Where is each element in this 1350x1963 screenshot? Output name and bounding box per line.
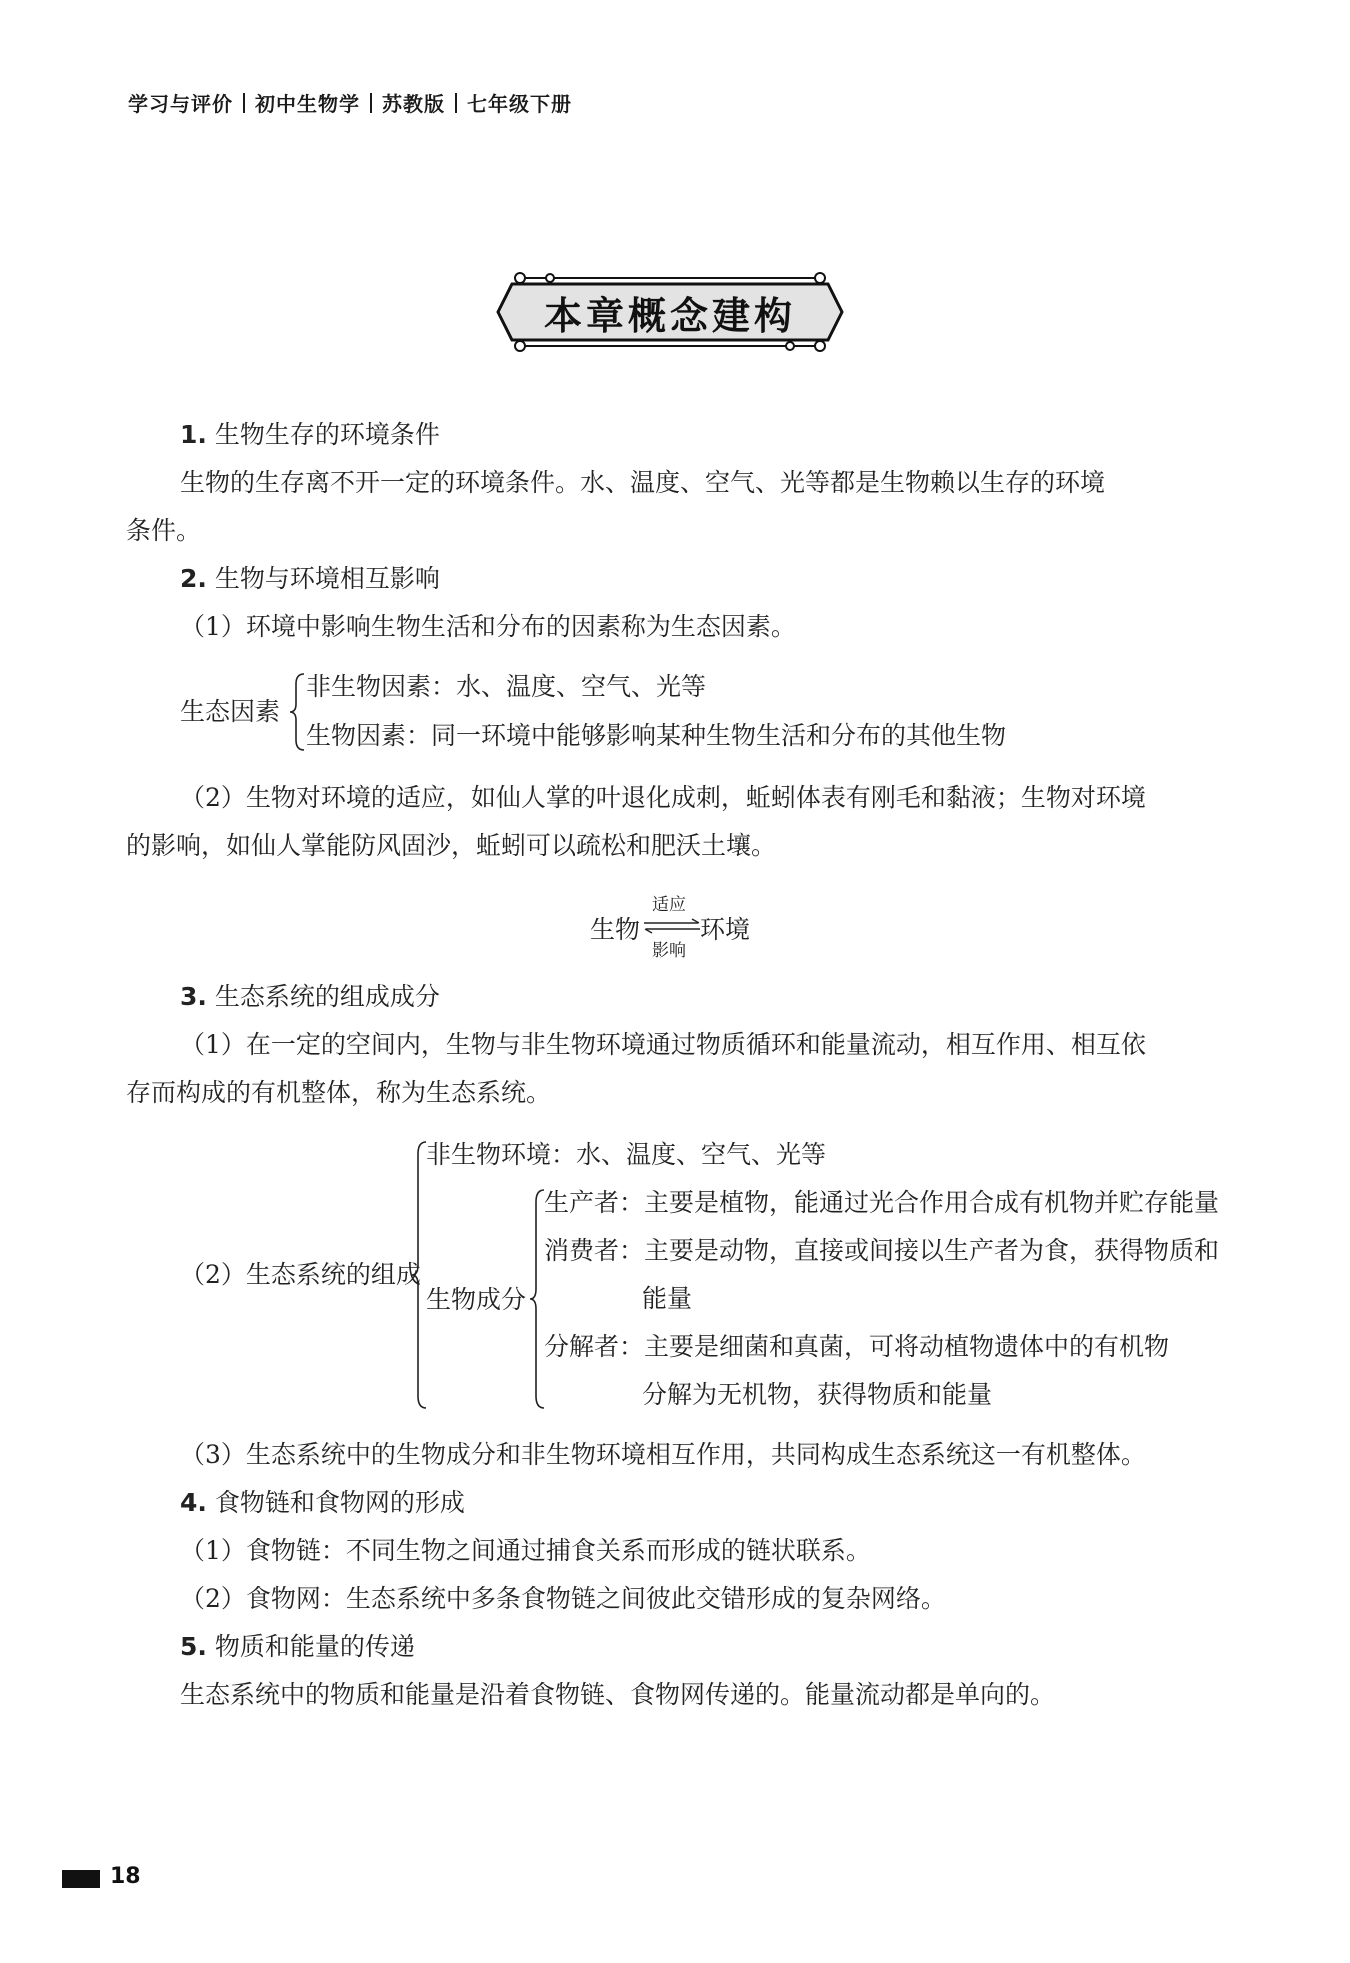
section-2-heading (180, 564, 440, 594)
header-separator (243, 93, 245, 113)
paragraph-line: （2）生物对环境的适应，如仙人掌的叶退化成刺，蚯蚓体表有刚毛和黏液；生物对环境 (180, 783, 1146, 812)
section-number: 2. (180, 564, 207, 593)
running-header (128, 88, 572, 117)
header-part: 七年级下册 (467, 92, 572, 116)
header-part: 初中生物学 (255, 92, 360, 116)
chapter-title-banner (490, 272, 850, 352)
relationship-arrows (590, 890, 760, 960)
arrow-top-label: 适应 (652, 895, 686, 915)
section-title: 食物链和食物网的形成 (214, 1488, 465, 1517)
producer-line: 生产者：主要是植物，能通过光合作用合成有机物并贮存能量 (544, 1188, 1220, 1217)
brace-icon (288, 672, 306, 752)
arrow-left-label: 生物 (590, 915, 641, 944)
double-arrow-icon (642, 918, 702, 934)
brace-icon (410, 1140, 428, 1410)
decomposer-line: 分解者：主要是细菌和真菌，可将动植物遗体中的有机物 (544, 1332, 1170, 1361)
paragraph-line: 的影响，如仙人掌能防风固沙，蚯蚓可以疏松和肥沃土壤。 (126, 831, 777, 860)
arrow-bottom-label: 影响 (652, 941, 686, 961)
section-title: 生物生存的环境条件 (214, 420, 440, 449)
paragraph-line: 条件。 (126, 516, 202, 545)
paragraph-line: （2）食物网：生态系统中多条食物链之间彼此交错形成的复杂网络。 (180, 1584, 946, 1613)
section-1-heading (180, 420, 440, 450)
biotic-label: 生物成分 (426, 1285, 527, 1314)
section-number: 4. (180, 1488, 207, 1517)
decomposer-line: 分解为无机物，获得物质和能量 (642, 1380, 993, 1409)
arrow-right-label: 环境 (700, 915, 751, 944)
paragraph-line: （3）生态系统中的生物成分和非生物环境相互作用，共同构成生态系统这一有机整体。 (180, 1440, 1146, 1469)
section-title: 物质和能量的传递 (214, 1632, 415, 1661)
section-5-heading (180, 1632, 415, 1662)
factor-biotic: 生物因素：同一环境中能够影响某种生物生活和分布的其他生物 (306, 721, 1007, 750)
paragraph-line: （1）食物链：不同生物之间通过捕食关系而形成的链状联系。 (180, 1536, 871, 1565)
paragraph-line: 生态系统中的物质和能量是沿着食物链、食物网传递的。能量流动都是单向的。 (180, 1680, 1056, 1709)
page-number: 18 (110, 1864, 141, 1889)
factor-abiotic: 非生物因素：水、温度、空气、光等 (306, 672, 707, 701)
paragraph-line: （1）在一定的空间内，生物与非生物环境通过物质循环和能量流动，相互作用、相互依 (180, 1030, 1146, 1059)
header-part: 学习与评价 (128, 92, 233, 116)
factor-label: 生态因素 (180, 697, 281, 726)
consumer-line: 消费者：主要是动物，直接或间接以生产者为食，获得物质和 (544, 1236, 1220, 1265)
composition-label: （2）生态系统的组成 (180, 1260, 421, 1289)
section-number: 3. (180, 982, 207, 1011)
section-3-heading (180, 982, 440, 1012)
page-marker (62, 1870, 100, 1888)
paragraph-line: （1）环境中影响生物生活和分布的因素称为生态因素。 (180, 612, 796, 641)
section-number: 1. (180, 420, 207, 449)
header-separator (455, 93, 457, 113)
section-number: 5. (180, 1632, 207, 1661)
header-separator (370, 93, 372, 113)
chapter-title: 本章概念建构 (543, 293, 796, 338)
header-part: 苏教版 (382, 92, 445, 116)
paragraph-line: 存而构成的有机整体，称为生态系统。 (126, 1078, 552, 1107)
consumer-line: 能量 (642, 1284, 693, 1313)
section-title: 生物与环境相互影响 (214, 564, 440, 593)
brace-icon (528, 1188, 546, 1410)
section-4-heading (180, 1488, 465, 1518)
abiotic-environment: 非生物环境：水、温度、空气、光等 (426, 1140, 827, 1169)
paragraph-line: 生物的生存离不开一定的环境条件。水、温度、空气、光等都是生物赖以生存的环境 (180, 468, 1106, 497)
section-title: 生态系统的组成成分 (214, 982, 440, 1011)
